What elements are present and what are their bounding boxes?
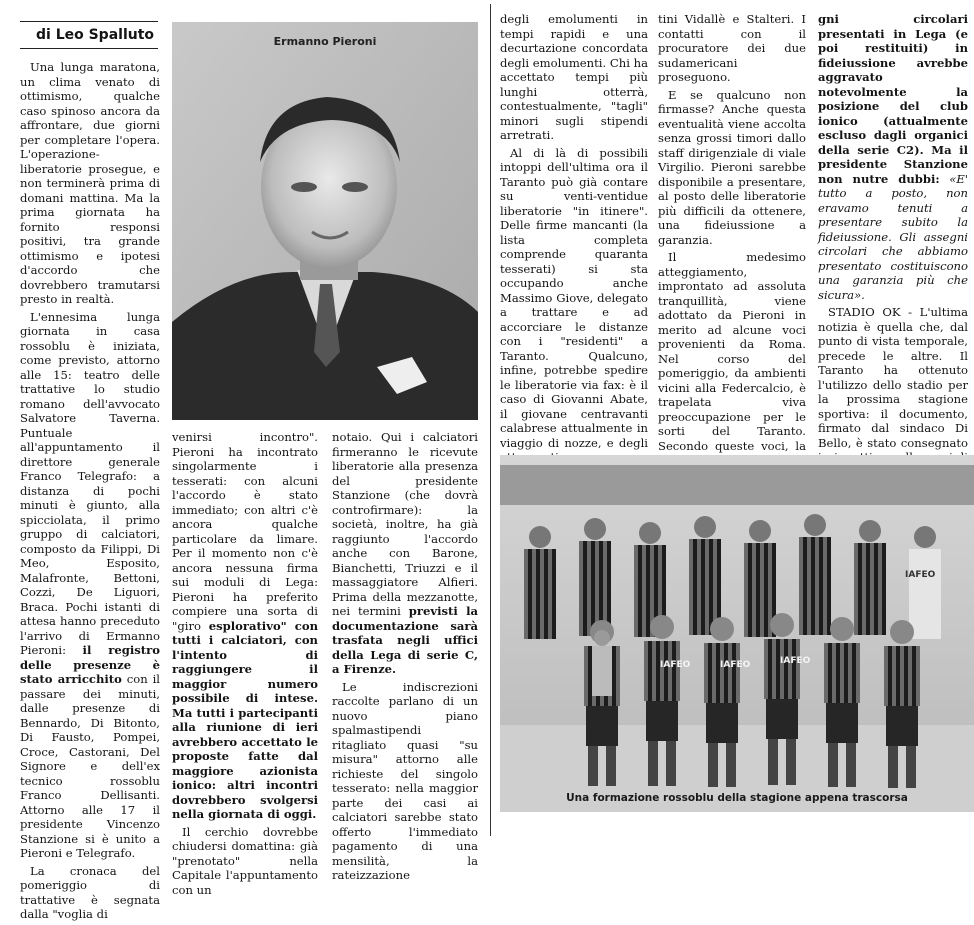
- article-column-2: [172, 430, 318, 900]
- emphasis-text: previsti la documentazione sarà trasfata negli uffici della Lega di serie C, a Firenze.: [332, 604, 478, 676]
- article-column-3: [332, 430, 478, 886]
- article-column-1: [20, 60, 160, 925]
- column-divider: [490, 4, 491, 836]
- shirt-sponsor-text: IAFEO: [720, 660, 751, 670]
- paragraph: Il cerchio dovrebbe chiudersi domattina: già "prenotato" nella Capitale l'appuntamento con un: [172, 824, 318, 897]
- paragraph: notaio. Qui i calciatori firmeranno le ricevute liberatorie alla presenza del presidente Stanzione (che dovrà controfirmare): la società, inoltre, ha già raggiunto l'accordo anche con Barone, Bianchetti, Triuzzi e il massaggiatore Alfieri. Prima della mezzanotte, nei termini previsti la documentazione sarà trasfata negli uffici della Lega di serie C, a Firenze.: [332, 430, 478, 676]
- paragraph: E se qualcuno non firmasse? Anche questa eventualità viene accolta senza grossi timori dallo staff dirigenziale di viale Virgilio. Pieroni sarebbe disponibile a presentare, al posto delle liberatorie più difficili da ottenere, una fideiussione a garanzia.: [658, 87, 806, 247]
- portrait-image: [172, 22, 478, 420]
- team-photo-image: [500, 455, 974, 812]
- shirt-sponsor-text: IAFEO: [780, 656, 811, 666]
- shirt-sponsor-text: IAFEO: [660, 660, 691, 670]
- paragraph: tini Vidallè e Stalteri. I contatti con il procuratore dei due sudamericani proseguono.: [658, 12, 806, 84]
- emphasis-text: il registro delle presenze è stato arricchito: [20, 643, 160, 686]
- paragraph: L'ennesima lunga giornata in casa rossoblu è iniziata, come previsto, attorno alle 15: teatro delle trattative lo studio romano dell'avvocato Salvatore Taverna. Puntuale all'appuntamento il direttore generale Franco Telegrafo: a distanza di pochi minuti è giunto, alla spicciolata, il primo gruppo di calciatori, composto da Filippi, Di Meo, Esposito, Malafronte, Bettoni, Cozzi, De Liguori, Braca. Pochi istanti di attesa hanno preceduto l'arrivo di Ermanno Pieroni: il registro delle presenze è stato arricchito con il passare dei minuti, dalle presenze di Bennardo, Di Bitonto, Di Fausto, Pompei, Croce, Castorani, Del Signore e dell'ex tecnico rossoblu Franco Dellisanti. Attorno alle 17 il presidente Vincenzo Stanzione si è unito a Pieroni e Telegrafo.: [20, 309, 160, 860]
- shirt-sponsor-text: IAFEO: [905, 570, 936, 580]
- emphasis-text: gni circolari presentati in Lega (e poi restituiti) in fideiussione avrebbe aggravato notevolmente la posizione del club ionico (attualmente escluso dagli organici della serie C2). Ma il presidente Stanzione non nutre dubbi:: [818, 12, 968, 186]
- paragraph: Al di là di possibili intoppi dell'ultima ora il Taranto può già contare su venti-ventidue liberatorie "in itinere". Delle firme mancanti (la lista completa comprende quaranta tesserati) si sta occupando anche Massimo Giove, delegato a trattare e ad accorciare le distanze con i "residenti" a Taranto. Qualcuno, infine, potrebbe spedire le liberatorie via fax: è il caso di Giovanni Abate, il giovane centravanti calabrese attualmente in viaggio di nozze, e degli: [500, 145, 648, 450]
- emphasis-text: esplorativo" con tutti i calciatori, con l'intento di raggiungere il maggior numero possibile di intese. Ma tutti i partecipanti alla riunione di ieri avrebbero accettato le proposte fatte dal maggiore azionista ionico: altri incontri dovrebbero svolgersi nella giornata di oggi.: [172, 618, 318, 821]
- article-column-5: [658, 12, 806, 485]
- byline-top-rule: [20, 21, 158, 22]
- paragraph: Il medesimo atteggiamento, improntato ad assoluta tranquillità, viene adottato da Pieroni in merito ad alcune voci provenienti da Roma. Nel corso del pomeriggio, da ambienti vicini alla Federcalcio, è trapelata viva preoccupazione per le sorti del Taranto. Secondo queste voci, la: [658, 250, 806, 453]
- article-column-6: [818, 12, 968, 482]
- article-column-4: [500, 12, 648, 468]
- paragraph: venirsi incontro". Pieroni ha incontrato singolarmente i tesserati: con alcuni l'accordo è stato immediato; con altri c'è ancora qualche particolare da limare. Per il momento non c'è ancora nessuna firma sui moduli di Lega: Pieroni ha preferito compiere una sorta di "giro esplorativo" con tutti i calciatori, con l'intento di raggiungere il maggior numero possibile di intese. Ma tutti i partecipanti alla riunione di ieri avrebbero accettato le proposte fatte dal maggiore azionista ionico: altri incontri dovrebbero svolgersi nella giornata di oggi.: [172, 430, 318, 821]
- paragraph: STADIO OK - L'ultima notizia è quella che, dal punto di vista temporale, precede le altre. Il Taranto ha ottenuto l'utilizzo dello stadio per la prossima stagione sportiva: il documento, firmato dal sindaco Di Bello, è stato consegnato: [818, 305, 968, 450]
- paragraph: Una lunga maratona, un clima venato di ottimismo, qualche caso spinoso ancora da affrontare, due giorni per completare l'opera. L'operazione-liberatorie prosegue, e non terminerà prima di domani mattina. Ma la prima giornata ha fornito responsi positivi, tra grande ottimismo e ipotesi d'accordo che dovrebbero tramutarsi presto in realtà.: [20, 60, 160, 306]
- paragraph: Le indiscrezioni raccolte parlano di un nuovo piano spalmastipendi ritagliato quasi "su misura" attorno alle richieste del singolo tesserato: nella maggior parte dei casi ai calciatori sarebbe stato offerto l'immediato pagamento di una mensilità, la rateizzazione: [332, 679, 478, 882]
- paragraph: [818, 12, 968, 302]
- portrait-photo: [172, 22, 478, 420]
- paragraph: degli emolumenti in tempi rapidi e una decurtazione concordata degli emolumenti. Chi ha accettato tempi più lunghi otterrà, contestualmente, "tagli" minori sugli stipendi arretrati.: [500, 12, 648, 142]
- byline: di Leo Spalluto: [36, 27, 155, 43]
- byline-bottom-rule: [20, 48, 158, 49]
- paragraph: La cronaca del pomeriggio di trattative è segnata dalla "voglia di: [20, 863, 160, 921]
- team-photo-caption: Una formazione rossoblu della stagione appena trascorsa: [566, 792, 908, 804]
- quote-text: «E' tutto a posto, non eravamo tenuti a presentare subito la fideiussione. Gli assegni circolari che abbiamo presentato costituiscono una garanzia più che sicura».: [818, 171, 968, 302]
- team-photo: [500, 455, 974, 812]
- portrait-label: Ermanno Pieroni: [273, 35, 377, 48]
